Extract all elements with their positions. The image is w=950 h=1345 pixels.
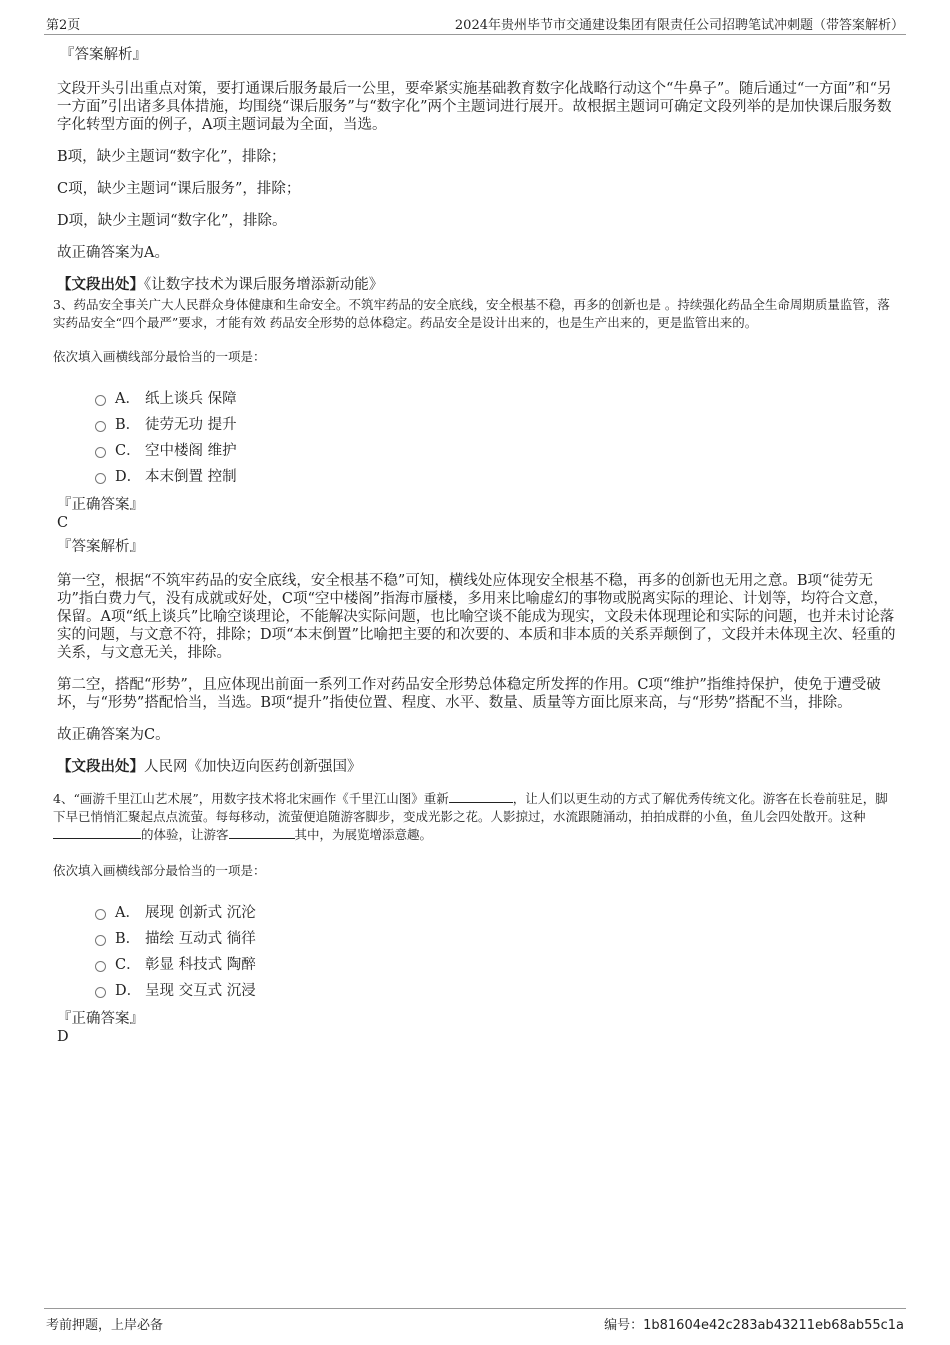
radio-button[interactable] <box>95 395 106 406</box>
footer-slogan: 考前押题，上岸必备 <box>46 1318 164 1333</box>
radio-button[interactable] <box>95 935 106 946</box>
q3-analysis-para1: 第一空，根据“不筑牢药品的安全底线，安全根基不稳”可知，横线处应体现安全根基不稳，再多的创新也无用之意。B项“徒劳无功”指白费力气，没有成就或好处，C项“空中楼阁”指海市蜃楼，多用来比喻虚幻的事物或脱离实际的理论、计划等，均符合文意，保留。A项“纸上谈兵”比喻空谈理论，不能解决实际问题，也比喻空谈不能成为现实，文段未体现理论和实际的问题，也并未讨论落实的问题，与文意不符，排除；D项“本末倒置”比喻把主要的和次要的、本质和非本质的关系弄颠倒了，文段并未体现主次、轻重的关系，与文意无关，排除。 <box>57 573 896 661</box>
option-text: 空中楼阁 维护 <box>145 443 237 459</box>
option-text: 展现 创新式 沉沦 <box>145 905 256 921</box>
q4-blank-3 <box>229 826 295 839</box>
option-letter: C． <box>115 443 141 459</box>
option-letter: D． <box>115 983 142 999</box>
radio-button[interactable] <box>95 421 106 432</box>
q3-source-label: 【文段出处】 <box>57 758 144 775</box>
q4-stem-part3: 的体验，让游客 <box>141 827 229 842</box>
q3-prompt: 依次填入画横线部分最恰当的一项是： <box>53 349 266 364</box>
document-title: 2024年贵州毕节市交通建设集团有限责任公司招聘笔试冲刺题（带答案解析） <box>454 18 904 33</box>
q4-option-c[interactable] <box>57 952 897 978</box>
q4-blank-2 <box>53 826 141 839</box>
option-letter: B． <box>115 931 141 947</box>
option-letter: D． <box>115 469 142 485</box>
page-content <box>53 46 897 1046</box>
radio-button[interactable] <box>95 473 106 484</box>
q3-options <box>57 386 897 490</box>
radio-button[interactable] <box>95 447 106 458</box>
q2-conclusion: 故正确答案为A。 <box>57 245 169 261</box>
footer-code-value: 1b81604e42c283ab43211eb68ab55c1a <box>643 1318 904 1333</box>
q4-stem-part4: 其中，为展览增添意趣。 <box>294 827 433 842</box>
radio-button[interactable] <box>95 961 106 972</box>
q4-option-b[interactable] <box>57 926 897 952</box>
q4-stem <box>53 790 897 844</box>
q3-analysis-para2: 第二空，搭配“形势”，且应体现出前面一系列工作对药品安全形势总体稳定所发挥的作用。C项“维护”指维持保护，使免于遭受破坏，与“形势”搭配恰当，当选。B项“提升”指使位置、程度、水平、数量、质量等方面比原来高，与“形势”搭配不当，排除。 <box>57 677 881 711</box>
option-letter: C． <box>115 957 141 973</box>
q2-source-label: 【文段出处】 <box>57 276 144 293</box>
q3-conclusion: 故正确答案为C。 <box>57 727 170 743</box>
option-letter: B． <box>115 417 141 433</box>
q2-source <box>57 276 897 294</box>
q2-analysis-para: 文段开头引出重点对策，要打通课后服务最后一公里，要牵紧实施基础教育数字化战略行动这个“牛鼻子”。随后通过“一方面”和“另一方面”引出诸多具体措施，均围绕“课后服务”与“数字化”两个主题词进行展开。故根据主题词可确定文段列举的是加快课后服务数字化转型方面的例子，A项主题词最为全面，当选。 <box>57 81 892 133</box>
q2-analysis-label: 『答案解析』 <box>60 47 147 63</box>
q4-stem-part1: 4、“画游千里江山艺术展”，用数字技术将北宋画作《千里江山图》重新 <box>53 791 449 806</box>
q2-option-c-analysis: C项，缺少主题词“课后服务”，排除； <box>57 181 301 197</box>
q3-option-a[interactable] <box>57 386 897 412</box>
option-text: 本末倒置 控制 <box>145 469 237 485</box>
radio-button[interactable] <box>95 987 106 998</box>
footer-code <box>604 1314 904 1333</box>
option-letter: A． <box>115 391 140 407</box>
option-text: 纸上谈兵 保障 <box>145 391 237 407</box>
page-number: 第2页 <box>46 18 81 33</box>
q2-option-d-analysis: D项，缺少主题词“数字化”，排除。 <box>57 213 287 229</box>
q4-stem-part2: ，让人们以更生动的方式了解优秀传统文化。游客在长卷前驻足，脚下早已悄悄汇聚起点点流萤。每每移动，流萤便追随游客脚步，变成光影之花。人影掠过，水流跟随涌动，拍拍成群的小鱼，鱼儿会四处散开。这种 <box>53 791 888 824</box>
option-text: 呈现 交互式 沉浸 <box>145 983 256 999</box>
q4-option-d[interactable] <box>57 978 897 1004</box>
q4-answer-label: 『正确答案』 <box>57 1011 144 1027</box>
q4-answer: D <box>57 1029 69 1045</box>
q2-source-text: 《让数字技术为课后服务增添新动能》 <box>144 277 384 293</box>
q3-answer: C <box>57 515 69 531</box>
option-text: 徒劳无功 提升 <box>145 417 237 433</box>
q4-option-a[interactable] <box>57 900 897 926</box>
q3-option-c[interactable] <box>57 438 897 464</box>
q3-option-d[interactable] <box>57 464 897 490</box>
q3-source-text: 人民网《加快迈向医药创新强国》 <box>144 759 362 775</box>
q3-stem: 3、药品安全事关广大人民群众身体健康和生命安全。不筑牢药品的安全底线，安全根基不稳，再多的创新也是 。持续强化药品全生命周期质量监管，落实药品安全“四个最严”要求，才能有效 药品安全形势的总体稳定。药品安全是设计出来的，也是生产出来的，更是监管出来的。 <box>53 297 890 330</box>
q3-option-b[interactable] <box>57 412 897 438</box>
radio-button[interactable] <box>95 909 106 920</box>
option-text: 彰显 科技式 陶醉 <box>145 957 256 973</box>
q4-blank-1 <box>449 790 513 803</box>
q4-prompt: 依次填入画横线部分最恰当的一项是： <box>53 863 266 878</box>
footer-code-label: 编号： <box>604 1318 644 1333</box>
q3-source <box>57 758 897 776</box>
option-letter: A． <box>115 905 140 921</box>
option-text: 描绘 互动式 徜徉 <box>145 931 256 947</box>
q4-options <box>57 900 897 1004</box>
page-header <box>44 12 906 35</box>
q2-option-b-analysis: B项，缺少主题词“数字化”，排除； <box>57 149 286 165</box>
q3-answer-label: 『正确答案』 <box>57 497 144 513</box>
q3-analysis-label: 『答案解析』 <box>57 539 144 555</box>
page-footer <box>44 1308 906 1333</box>
